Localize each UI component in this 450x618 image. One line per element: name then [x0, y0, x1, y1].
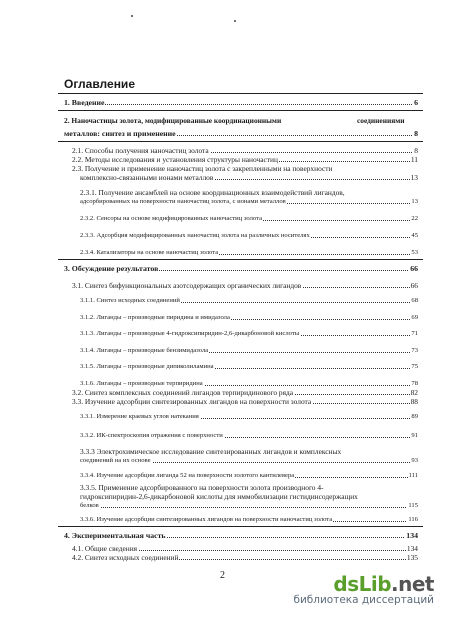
toc-entry: 3.3.3 Электрохимическое исследование синтезированных лигандов и комплексных	[80, 447, 342, 456]
rule	[58, 141, 423, 142]
watermark-subtitle: библиотека диссертаций	[293, 594, 434, 606]
toc-entry: 2. Наночастицы золота, модифицированные координационными	[64, 116, 282, 125]
toc-entry: 2.3. Получение и применение наночастиц золота с закрепленными на поверхности	[72, 164, 333, 173]
rule	[58, 110, 423, 111]
rule	[58, 526, 423, 527]
toc-entry: гидроксипиридин-2,6-дикарбоновой кислоты для иммобилизации гистидинсодержащих	[80, 492, 358, 501]
rule	[58, 93, 423, 94]
table-of-contents: 1. Введение 6 2. Наночастицы золота, модифицированные координационными соединениями металлов: синтез и применение 8 2.1. Способы получения наночастиц золота 8 2.2. Методы исследования и установления структуры наночастиц 11 2.3. Получение и применение наночастиц золота с закрепленными на поверхности комплексно-связанными ионами металлов 13 2.3.1. Получение ансамблей на основе координационных взаимодействий лигандов, адсорбированных на поверхности наночастиц золота, с ионами металлов 13 2.3.2. Сенсоры на основе модифицированных наночастиц золота 22 2.3.3. Адсорбция модифицированных наночастиц золота на различных носителях 45 2.3.4. Катализаторы на основе наночастиц золота 53 3. Обсуждение результатов 66 3.1. Синтез бифункциональных азотсодержащих органических лигандов 66 3.1.1. Синтез исходных соединений 68 3.1.2. Лиганды – производные пиридина и имидазола 69 3.1.3. Лиганды – производные 4-гидроксипиридин-2,6-дикарбоновой кислоты 71 3.1.4. Лиганды – производные бензимидазола 73 3.1.5. Лиганды – производные дипиколиламина 75 3.1.6. Лиганды – производные терпиридина 78 3.2. Синтез комплексных соединений лигандов терпиридинового ряда 82 3.3. Изучение адсорбции синтезированных лигандов на поверхности золота 88 3.3.1. Измерение краевых углов натекания 89 3.3.2. ИК-спектроскопия отражения с поверхности 91 3.3.3 Электрохимическое исследование синтезированных лигандов и комплексных соединений на их основе 93 3.3.4. Изучение адсорбции лиганда 52 на поверхности золотого кантилевера 111 3.3.5. Применение адсорбированного на поверхности золота производного 4- гидроксипиридин-2,6-дикарбоновой кислоты для иммобилизации гистидинсодержащих белков 115 3.3.6. Изучение адсорбции синтезированных лигандов на поверхности наночастиц золота 116 4. Экспериментальная часть 134 4.1. Общие сведения 134 4.2. Синтез исходных соединений 135	[0, 0, 450, 618]
page-number: 2	[220, 570, 225, 581]
page-title: Оглавление	[64, 77, 135, 91]
rule	[58, 259, 423, 260]
toc-entry: 3.3.5. Применение адсорбированного на поверхности золота производного 4-	[80, 483, 324, 492]
toc-entry: 2.3.1. Получение ансамблей на основе координационных взаимодействий лигандов,	[80, 188, 345, 197]
toc-entry: соединениями	[357, 116, 405, 125]
watermark-logo: dsLib.net	[333, 572, 434, 596]
site-watermark[interactable]	[293, 572, 434, 606]
